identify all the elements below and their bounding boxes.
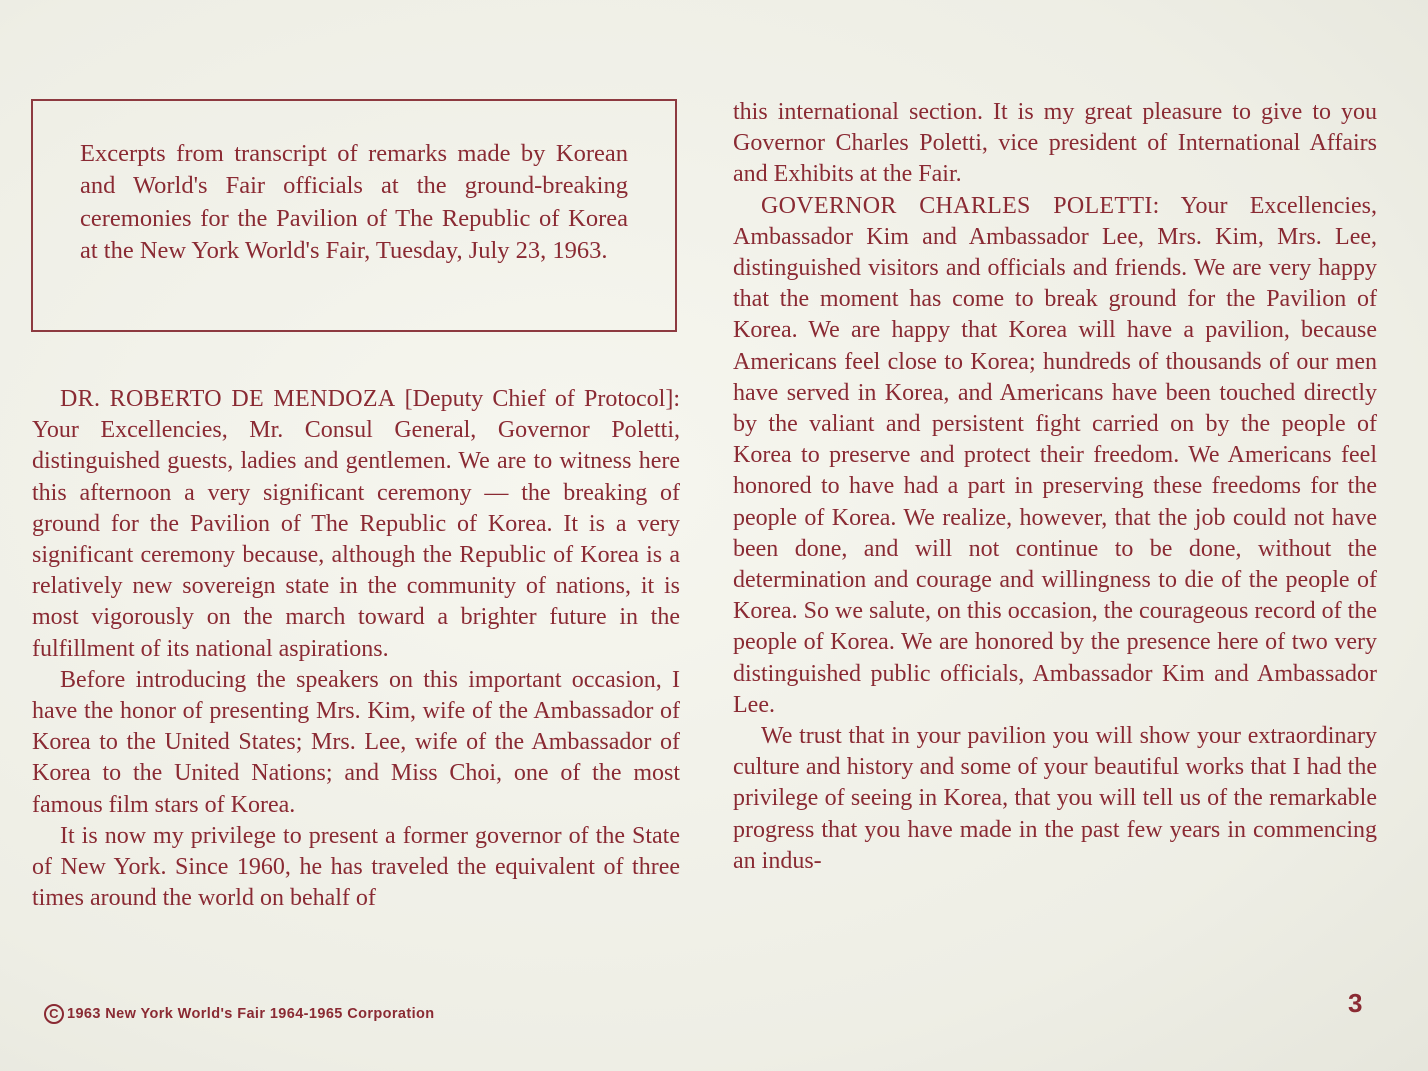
- intro-text: Excerpts from transcript of remarks made by Korean and World's Fair officials at the ground-breaking ceremonies for the Pavilion of The Republic of Korea at the New York World's Fair, Tuesday, July 23, 1963.: [80, 140, 628, 265]
- paragraph-text: : Your Excellencies, Ambassador Kim and Ambassador Lee, Mrs. Kim, Mrs. Lee, distinguished visitors and officials and friends. We are very happy that the moment has come to break ground for the Pavilion of Korea. We are happy that Korea will have a pavilion, because Americans feel close to Korea; hundreds of thousands of our men have served in Korea, and Americans have been touched directly by the valiant and persistent fight carried on by the people of Korea to preserve and protect their freedom. We Americans feel honored to have had a part in preserving these freedoms for the people of Korea. We realize, however, that the job could not have been done, and will not continue to be done, without the determination and courage and willingness to die of the people of Korea. So we salute, on this occasion, the courageous record of the people of Korea. We are honored by the presence here of two very distinguished public officials, Ambassador Kim and Ambassador Lee.: [733, 192, 1378, 718]
- paragraph-text: [Deputy Chief of Protocol]: Your Excellencies, Mr. Consul General, Governor Poletti, distinguished guests, ladies and gentlemen. We are to witness here this afternoon a very significant ceremony — the breaking of ground for the Pavilion of The Republic of Korea. It is a very significant ceremony because, although the Republic of Korea is a relatively new sovereign state in the community of nations, it is most vigorously on the march toward a brighter future in the fulfillment of its national aspirations.: [32, 386, 680, 662]
- paragraph: Before introducing the speakers on this important occasion, I have the honor of presenting Mrs. Kim, wife of the Ambassador of Korea to the United States; Mrs. Lee, wife of the Ambassador of Korea to the United Nations; and Miss Choi, one of the most famous film stars of Korea.: [32, 666, 680, 818]
- paragraph: We trust that in your pavilion you will show your extraordinary culture and history and some of your beautiful works that I had the privilege of seeing in Korea, that you will tell us of the remarkable progress that you have made in the past few years in commencing an indus-: [733, 723, 1377, 874]
- copyright-footer: [44, 1004, 435, 1024]
- speaker-name: GOVERNOR CHARLES POLETTI: [761, 192, 1153, 219]
- paragraph: [733, 191, 1377, 721]
- page-number: 3: [1348, 988, 1363, 1018]
- copyright-icon: C: [44, 1004, 64, 1024]
- speaker-name: DR. ROBERTO DE MENDOZA: [60, 386, 396, 412]
- copyright-text: 1963 New York World's Fair 1964-1965 Corporation: [67, 1006, 435, 1022]
- paragraph: It is now my privilege to present a former governor of the State of New York. Since 1960, he has traveled the equivalent of three times around the world on behalf of: [32, 822, 680, 912]
- left-column: [32, 384, 680, 914]
- paragraph: [32, 384, 680, 665]
- paragraph: this international section. It is my great pleasure to give to you Governor Charles Poletti, vice president of International Affairs and Exhibits at the Fair.: [733, 99, 1377, 188]
- right-column: [733, 97, 1377, 877]
